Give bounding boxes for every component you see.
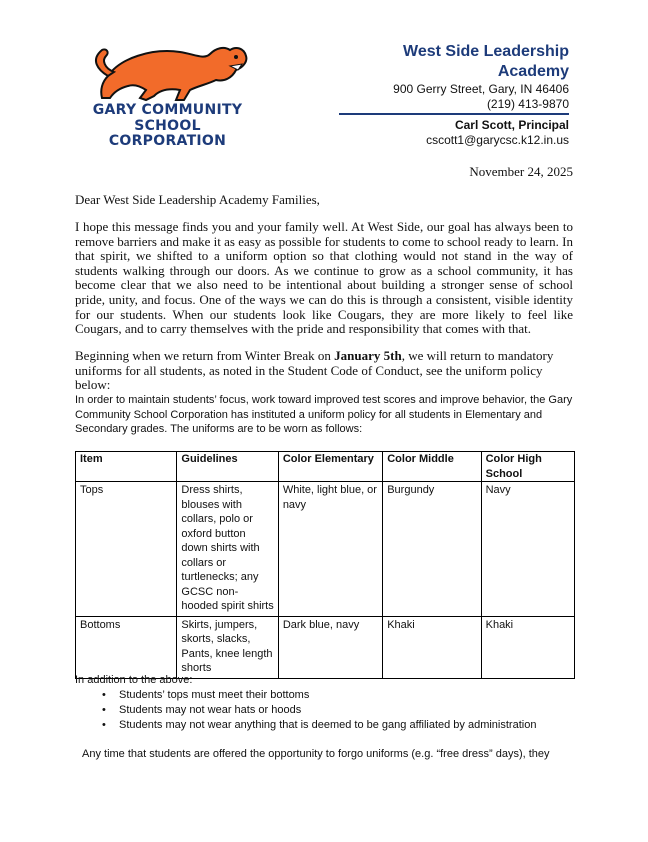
list-item [75, 703, 536, 718]
table-cell: Khaki [481, 616, 574, 678]
header-item: Item [76, 452, 177, 482]
policy-intro: In order to maintain students’ focus, work toward improved test scores and improve behavior, the Gary Community School Corporation has instituted a uniform policy for all students in Elementary and Secondary grades. The uniforms are to be worn as follows: [75, 394, 573, 435]
letter-date: November 24, 2025 [469, 164, 573, 179]
header-color-elementary: Color Elementary [278, 452, 382, 482]
school-phone: (219) 413-9870 [486, 97, 569, 111]
bullet-icon: • [102, 689, 106, 701]
letterhead [339, 42, 569, 148]
announcement-text-start: Beginning when we return from Winter Break on [75, 348, 335, 363]
header-color-high-school: Color High School [481, 452, 574, 482]
table-cell: Bottoms [76, 616, 177, 678]
list-item [75, 718, 536, 733]
header-color-middle: Color Middle [383, 452, 481, 482]
rule-text: Students may not wear hats or hoods [119, 704, 302, 716]
principal-email[interactable]: cscott1@garycsc.k12.in.us [426, 133, 569, 147]
table-cell: White, light blue, or navy [278, 482, 382, 617]
uniform-rules-list [75, 688, 536, 733]
school-address: 900 Gerry Street, Gary, IN 46406 [393, 82, 569, 96]
table-cell: Navy [481, 482, 574, 617]
table-row [76, 616, 575, 678]
bullet-icon: • [102, 704, 106, 716]
paragraph-intro: I hope this message finds you and your family well. At West Side, our goal has always been to remove barriers and make it as easy as possible for students to come to school ready to learn. In that spirit, we shifted to a uniform option so that clothing would not stand in the way of students walking through our doors. As we continue to grow as a school community, it has become clear that we also need to be intentional about building a stronger sense of school pride, unity, and focus. One of the ways we can do this is through a consistent, visible identity for our students. When our students look like Cougars, they are more likely to feel like Cougars, and to carry themselves with the pride and responsibility that comes with that. [75, 219, 573, 337]
table-cell: Dress shirts, blouses with collars, polo or oxford button down shirts with collars or turtlenecks; any GCSC non-hooded spirit shirts [177, 482, 278, 617]
table-row [76, 482, 575, 617]
addition-intro: In addition to the above: [75, 674, 193, 686]
free-dress-paragraph: Any time that students are offered the opportunity to forgo uniforms (e.g. “free dress” days), they [82, 748, 550, 760]
rule-text: Students’ tops must meet their bottoms [119, 689, 310, 701]
announcement-text-end: , we will return to mandatory uniforms for all students, as noted in the Student Code of Conduct, see the uniform policy below: [75, 348, 554, 393]
cougar-icon [80, 40, 255, 102]
table-cell: Burgundy [383, 482, 481, 617]
principal-name: Carl Scott, Principal [454, 118, 569, 132]
school-name: West Side Leadership Academy [403, 43, 569, 80]
table-cell: Dark blue, navy [278, 616, 382, 678]
letterhead-divider [339, 113, 569, 115]
table-header-row [76, 452, 575, 482]
return-date: January 5th [334, 348, 402, 363]
table-cell: Skirts, jumpers, skorts, slacks, Pants, knee length shorts [177, 616, 278, 678]
uniform-table [75, 451, 575, 679]
logo-line-2: SCHOOL CORPORATION [108, 118, 227, 149]
salutation: Dear West Side Leadership Academy Families, [75, 192, 320, 207]
bullet-icon: • [102, 719, 106, 731]
table-cell: Tops [76, 482, 177, 617]
list-item [75, 688, 536, 703]
table-cell: Khaki [383, 616, 481, 678]
logo-line-1: GARY COMMUNITY [92, 102, 243, 118]
district-logo [80, 40, 255, 149]
rule-text: Students may not wear anything that is deemed to be gang affiliated by administration [119, 719, 537, 731]
header-guidelines: Guidelines [177, 452, 278, 482]
paragraph-announcement [75, 349, 575, 393]
